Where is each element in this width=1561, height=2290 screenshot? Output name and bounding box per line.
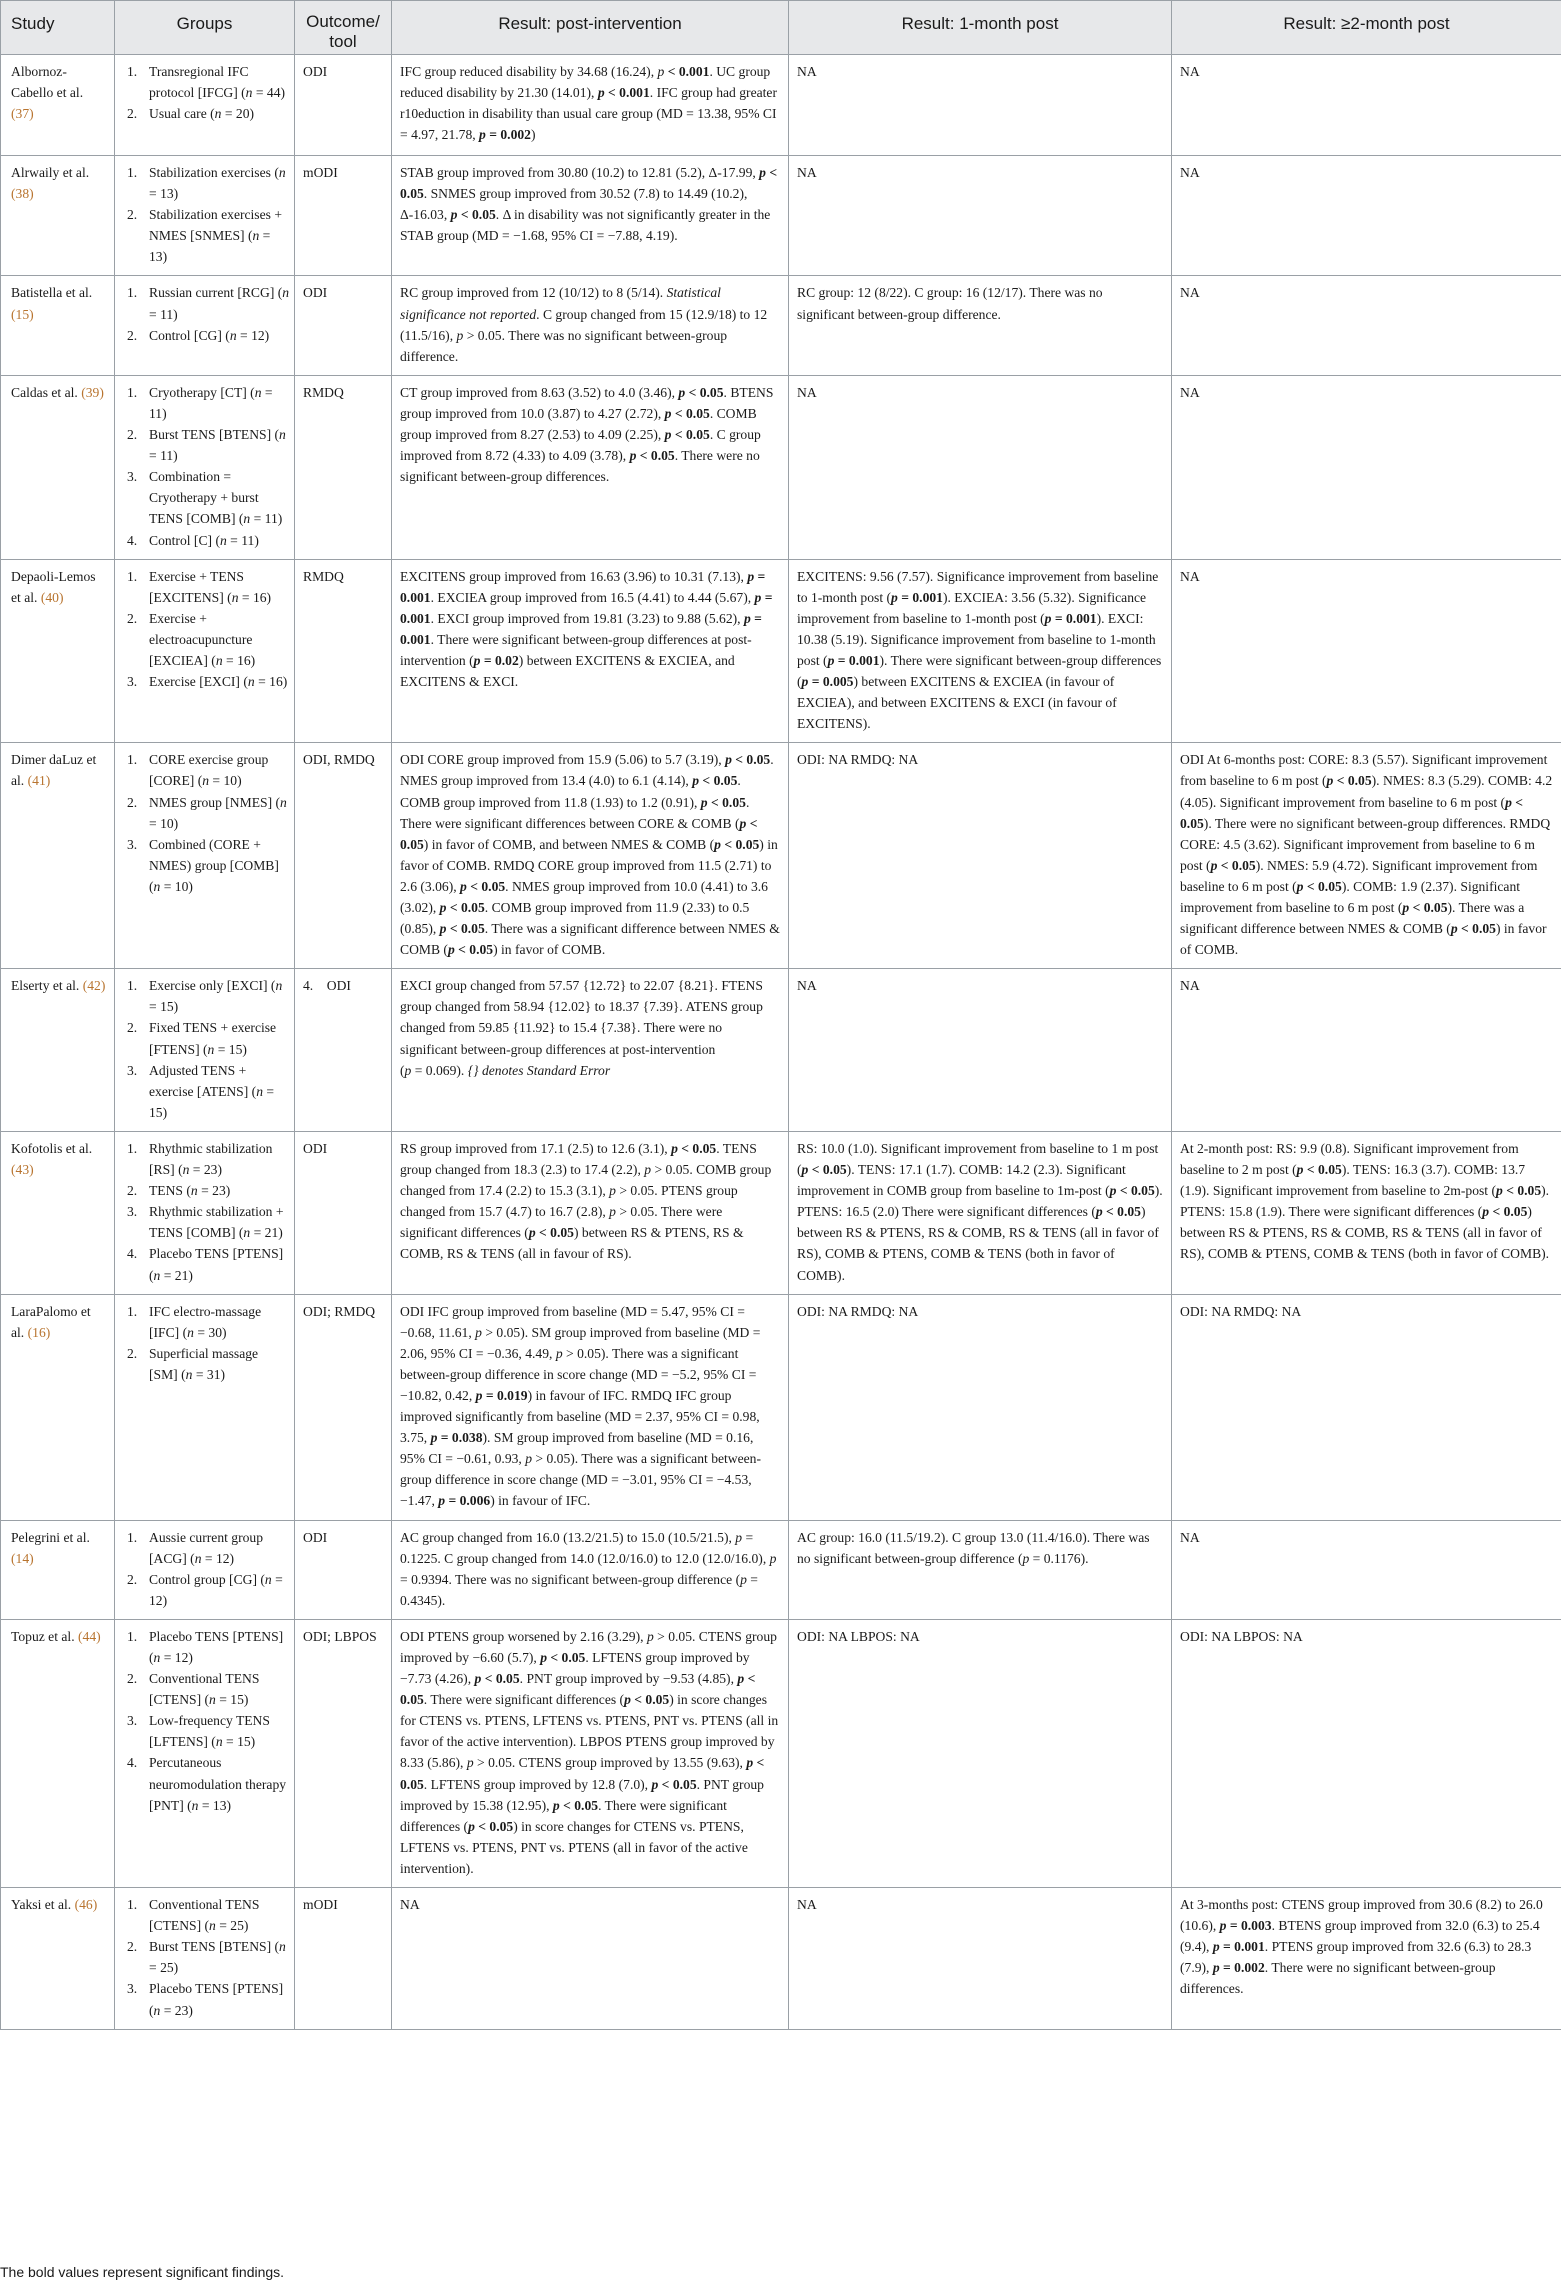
group-number: 2. bbox=[127, 327, 138, 343]
group-label: Aussie current group [ACG] (n = 12) bbox=[149, 1529, 264, 1566]
header-outcome-tool: Outcome/ tool bbox=[295, 1, 392, 55]
post-intervention-cell: ODI IFC group improved from baseline (MD = 5.47, 95% CI = −0.68, 11.61, p > 0.05). SM group improved from baseline (MD = 2.06, 95% CI = −0.36, 4.49, p > 0.05). There was a significant between-group difference in score change (MD = −5.2, 95% CI = −10.82, 0.42, p = 0.019) in favour of IFC. RMDQ IFC group improved significantly from baseline (MD = 2.37, 95% CI = 0.98, 3.75, p = 0.038). SM group improved from baseline (MD = 0.16, 95% CI = −0.61, 0.93, p > 0.05). There was a significant between-group difference in score change (MD = −3.01, 95% CI = −4.53, −1.47, p = 0.006) in favour of IFC. bbox=[392, 1294, 789, 1520]
group-label: Burst TENS [BTENS] (n = 11) bbox=[149, 427, 286, 464]
table-body bbox=[1, 55, 1561, 2030]
outcome-tool-cell: ODI bbox=[295, 276, 392, 375]
group-number: 1. bbox=[127, 1897, 138, 1913]
outcome-tool-cell: ODI bbox=[295, 55, 392, 156]
study-name: Albornoz-Cabello et al. bbox=[11, 64, 84, 101]
group-number: 4. bbox=[127, 1755, 138, 1771]
groups-list bbox=[119, 1894, 290, 2021]
groups-cell bbox=[115, 1294, 295, 1520]
group-label: Exercise + electroacupuncture [EXCIEA] (n = 16) bbox=[149, 610, 256, 668]
group-item bbox=[119, 204, 290, 267]
group-item bbox=[119, 1060, 290, 1123]
group-item bbox=[119, 1710, 290, 1752]
post-intervention-cell: RC group improved from 12 (10/12) to 8 (5/14). Statistical significance not reported. C group changed from 15 (12.9/18) to 12 (11.5/16), p > 0.05. There was no significant between-group difference. bbox=[392, 276, 789, 375]
study-cell bbox=[1, 969, 115, 1132]
group-label: Conventional TENS [CTENS] (n = 15) bbox=[149, 1671, 260, 1708]
group-item bbox=[119, 1180, 290, 1201]
group-label: NMES group [NMES] (n = 10) bbox=[149, 794, 287, 831]
group-number: 3. bbox=[127, 1204, 138, 1220]
reference-link[interactable]: (39) bbox=[81, 384, 104, 400]
group-item bbox=[119, 1201, 290, 1243]
outcome-tool-cell: 4. ODI bbox=[295, 969, 392, 1132]
table-row bbox=[1, 969, 1561, 1132]
group-number: 2. bbox=[127, 207, 138, 223]
group-label: Control group [CG] (n = 12) bbox=[149, 1571, 283, 1608]
group-label: Placebo TENS [PTENS] (n = 12) bbox=[149, 1628, 284, 1665]
group-number: 1. bbox=[127, 1628, 138, 1644]
table-row bbox=[1, 276, 1561, 375]
one-month-post-cell: NA bbox=[789, 55, 1172, 156]
study-cell bbox=[1, 1520, 115, 1619]
group-label: Cryotherapy [CT] (n = 11) bbox=[149, 384, 273, 421]
group-label: Exercise + TENS [EXCITENS] (n = 16) bbox=[149, 568, 272, 605]
reference-link[interactable]: (41) bbox=[27, 773, 51, 789]
groups-list bbox=[119, 1626, 290, 1816]
header-1-month-post: Result: 1-month post bbox=[789, 1, 1172, 55]
two-month-post-cell: NA bbox=[1172, 375, 1561, 559]
header-row bbox=[1, 1, 1561, 55]
group-item bbox=[119, 566, 290, 608]
group-item bbox=[119, 1626, 290, 1668]
group-item bbox=[119, 382, 290, 424]
outcome-tool-cell: mODI bbox=[295, 156, 392, 276]
two-month-post-cell: NA bbox=[1172, 559, 1561, 743]
group-label: Fixed TENS + exercise [FTENS] (n = 15) bbox=[149, 1020, 277, 1057]
group-number: 2. bbox=[127, 1345, 138, 1361]
group-item bbox=[119, 1569, 290, 1611]
group-number: 3. bbox=[127, 836, 138, 852]
group-item bbox=[119, 61, 290, 103]
table-footnote: The bold values represent significant findings. bbox=[0, 2264, 285, 2280]
groups-list bbox=[119, 975, 290, 1123]
study-cell bbox=[1, 375, 115, 559]
group-item bbox=[119, 1243, 290, 1285]
one-month-post-cell: NA bbox=[789, 375, 1172, 559]
groups-cell bbox=[115, 1888, 295, 2030]
group-label: Rhythmic stabilization [RS] (n = 23) bbox=[149, 1140, 273, 1178]
one-month-post-cell: AC group: 16.0 (11.5/19.2). C group 13.0 (11.4/16.0). There was no significant between-group difference (p = 0.1176). bbox=[789, 1520, 1172, 1619]
groups-list bbox=[119, 1138, 290, 1286]
groups-cell bbox=[115, 375, 295, 559]
reference-link[interactable]: (40) bbox=[40, 589, 64, 605]
two-month-post-cell: NA bbox=[1172, 156, 1561, 276]
groups-cell bbox=[115, 156, 295, 276]
group-item bbox=[119, 466, 290, 529]
study-name: Elserty et al. bbox=[11, 978, 80, 994]
group-label: Exercise only [EXCI] (n = 15) bbox=[149, 978, 283, 1015]
group-label: Superficial massage [SM] (n = 31) bbox=[149, 1345, 259, 1382]
reference-link[interactable]: (43) bbox=[11, 1162, 34, 1178]
reference-link[interactable]: (15) bbox=[11, 306, 34, 322]
group-item bbox=[119, 671, 290, 692]
two-month-post-cell: ODI At 6-months post: CORE: 8.3 (5.57). Significant improvement from baseline to 6 m post (p < 0.05). NMES: 8.3 (5.29). COMB: 4.2 (4.05). Significant improvement from baseline to 6 m post (p < 0.05). There were no significant between-group differences. RMDQ CORE: 4.5 (3.62). Significant improvement from baseline to 6 m post (p < 0.05). NMES: 5.9 (4.72). Significant improvement from baseline to 6 m post (p < 0.05). COMB: 1.9 (2.37). Significant improvement from baseline to 6 m post (p < 0.05). There was a significant difference between NMES & COMB (p < 0.05) in favor of COMB. bbox=[1172, 743, 1561, 969]
table-row bbox=[1, 1520, 1561, 1619]
group-label: Placebo TENS [PTENS] (n = 23) bbox=[149, 1981, 284, 2018]
two-month-post-cell: At 2-month post: RS: 9.9 (0.8). Significant improvement from baseline to 2 m post (p < 0.05). TENS: 16.3 (3.7). COMB: 13.7 (1.9). Significant improvement from baseline to 2m-post (p < 0.05). PTENS: 15.8 (1.9). There were significant differences (p < 0.05) between RS & PTENS, RS & COMB, RS & TENS (all in favor of RS), COMB & PTENS, COMB & TENS (both in favor of COMB). bbox=[1172, 1131, 1561, 1294]
outcome-tool-cell: RMDQ bbox=[295, 375, 392, 559]
post-intervention-cell: STAB group improved from 30.80 (10.2) to 12.81 (5.2), Δ-17.99, p < 0.05. SNMES group improved from 30.52 (7.8) to 14.49 (10.2), Δ-16.03, p < 0.05. Δ in disability was not significantly greater in the STAB group (MD = −1.68, 95% CI = −7.88, 4.19). bbox=[392, 156, 789, 276]
reference-link[interactable]: (37) bbox=[11, 106, 34, 122]
header-2-month-post: Result: ≥2-month post bbox=[1172, 1, 1561, 55]
one-month-post-cell: NA bbox=[789, 156, 1172, 276]
reference-link[interactable]: (14) bbox=[11, 1550, 34, 1566]
groups-cell bbox=[115, 743, 295, 969]
study-name: Alrwaily et al. bbox=[11, 165, 90, 180]
group-item bbox=[119, 1301, 290, 1343]
two-month-post-cell: NA bbox=[1172, 969, 1561, 1132]
reference-link[interactable]: (16) bbox=[27, 1324, 51, 1340]
group-label: Adjusted TENS + exercise [ATENS] (n = 15) bbox=[149, 1062, 275, 1120]
group-number: 2. bbox=[127, 427, 138, 443]
two-month-post-cell: NA bbox=[1172, 1520, 1561, 1619]
group-item bbox=[119, 103, 290, 124]
study-name: Depaoli-Lemos et al. bbox=[11, 568, 96, 605]
group-number: 1. bbox=[127, 568, 138, 584]
table-row bbox=[1, 743, 1561, 969]
study-name: Yaksi et al. bbox=[11, 1897, 72, 1913]
group-number: 2. bbox=[127, 1939, 138, 1955]
study-cell bbox=[1, 559, 115, 743]
outcome-tool-cell: ODI bbox=[295, 1131, 392, 1294]
groups-list bbox=[119, 566, 290, 693]
group-item bbox=[119, 424, 290, 466]
post-intervention-cell: RS group improved from 17.1 (2.5) to 12.6 (3.1), p < 0.05. TENS group changed from 18.3 (2.3) to 17.4 (2.2), p > 0.05. COMB group changed from 17.4 (2.2) to 15.3 (3.1), p > 0.05. PTENS group changed from 15.7 (4.7) to 16.7 (2.8), p > 0.05. There were significant differences (p < 0.05) between RS & PTENS, RS & COMB, RS & TENS (all in favour of RS). bbox=[392, 1131, 789, 1294]
header-post-intervention: Result: post-intervention bbox=[392, 1, 789, 55]
groups-cell bbox=[115, 276, 295, 375]
group-label: Russian current [RCG] (n = 11) bbox=[149, 285, 290, 322]
group-number: 1. bbox=[127, 1303, 138, 1319]
group-label: Rhythmic stabilization + TENS [COMB] (n = 21) bbox=[149, 1204, 284, 1241]
table-row bbox=[1, 156, 1561, 276]
study-name: Batistella et al. bbox=[11, 285, 93, 301]
group-number: 1. bbox=[127, 752, 138, 768]
group-number: 2. bbox=[127, 1671, 138, 1687]
group-label: Control [C] (n = 11) bbox=[149, 532, 259, 548]
two-month-post-cell: NA bbox=[1172, 55, 1561, 156]
study-cell bbox=[1, 55, 115, 156]
group-number: 1. bbox=[127, 1140, 138, 1156]
group-label: Combination = Cryotherapy + burst TENS [COMB] (n = 11) bbox=[149, 469, 283, 527]
group-number: 3. bbox=[127, 674, 138, 690]
outcome-tool-cell: ODI, RMDQ bbox=[295, 743, 392, 969]
study-name: Kofotolis et al. bbox=[11, 1140, 93, 1156]
groups-list bbox=[119, 61, 290, 124]
group-number: 1. bbox=[127, 978, 138, 994]
group-item bbox=[119, 1752, 290, 1815]
outcome-tool-cell: ODI; LBPOS bbox=[295, 1619, 392, 1887]
groups-list bbox=[119, 382, 290, 551]
group-label: Placebo TENS [PTENS] (n = 21) bbox=[149, 1246, 284, 1283]
one-month-post-cell: EXCITENS: 9.56 (7.57). Significance improvement from baseline to 1-month post (p = 0.001). EXCIEA: 3.56 (5.32). Significance improvement from baseline to 1-month post (p = 0.001). EXCI: 10.38 (5.19). Significance improvement from baseline to 1-month post (p = 0.001). There were significant between-group differences (p = 0.005) between EXCITENS & EXCIEA (in favour of EXCIEA), and between EXCITENS & EXCI (in favour of EXCITENS). bbox=[789, 559, 1172, 743]
table-row bbox=[1, 1294, 1561, 1520]
group-number: 2. bbox=[127, 1020, 138, 1036]
group-label: TENS (n = 23) bbox=[149, 1183, 231, 1199]
group-item bbox=[119, 792, 290, 834]
group-item bbox=[119, 1978, 290, 2020]
group-number: 1. bbox=[127, 384, 138, 400]
group-item bbox=[119, 530, 290, 551]
outcome-tool-cell: RMDQ bbox=[295, 559, 392, 743]
group-label: Stabilization exercises (n = 13) bbox=[149, 165, 286, 202]
group-item bbox=[119, 608, 290, 671]
group-label: Burst TENS [BTENS] (n = 25) bbox=[149, 1939, 286, 1976]
group-label: IFC electro-massage [IFC] (n = 30) bbox=[149, 1303, 262, 1340]
table-row bbox=[1, 375, 1561, 559]
outcome-tool-cell: ODI bbox=[295, 1520, 392, 1619]
group-number: 3. bbox=[127, 1981, 138, 1997]
group-item bbox=[119, 1017, 290, 1059]
group-number: 2. bbox=[127, 610, 138, 626]
group-number: 1. bbox=[127, 285, 138, 301]
groups-list bbox=[119, 282, 290, 345]
post-intervention-cell: EXCI group changed from 57.57 {12.72} to 22.07 {8.21}. FTENS group changed from 58.94 {12.02} to 18.37 {7.39}. ATENS group changed from 59.85 {11.92} to 15.4 {7.38}. There were no significant between-group differences at post-intervention (p = 0.069). {} denotes Standard Error bbox=[392, 969, 789, 1132]
group-number: 4. bbox=[127, 1246, 138, 1262]
one-month-post-cell: RC group: 12 (8/22). C group: 16 (12/17). There was no significant between-group difference. bbox=[789, 276, 1172, 375]
outcome-tool-cell: ODI; RMDQ bbox=[295, 1294, 392, 1520]
group-item bbox=[119, 325, 290, 346]
header-study: Study bbox=[1, 1, 115, 55]
group-number: 4. bbox=[127, 532, 138, 548]
one-month-post-cell: NA bbox=[789, 969, 1172, 1132]
group-label: Stabilization exercises + NMES [SNMES] (n = 13) bbox=[149, 207, 282, 265]
group-item bbox=[119, 749, 290, 791]
two-month-post-cell: ODI: NA RMDQ: NA bbox=[1172, 1294, 1561, 1520]
study-name: Dimer daLuz et al. bbox=[11, 752, 97, 789]
group-label: Control [CG] (n = 12) bbox=[149, 327, 270, 343]
one-month-post-cell: ODI: NA RMDQ: NA bbox=[789, 743, 1172, 969]
group-item bbox=[119, 282, 290, 324]
one-month-post-cell: RS: 10.0 (1.0). Significant improvement from baseline to 1 m post (p < 0.05). TENS: 17.1 (1.7). COMB: 14.2 (2.3). Significant improvement in COMB group from baseline to 1m-post (p < 0.05). PTENS: 16.5 (2.0) There were significant differences (p < 0.05) between RS & PTENS, RS & COMB, RS & TENS (all in favor of RS), COMB & PTENS, COMB & TENS (both in favor of COMB). bbox=[789, 1131, 1172, 1294]
table-row bbox=[1, 559, 1561, 743]
post-intervention-cell: IFC group reduced disability by 34.68 (16.24), p < 0.001. UC group reduced disability by 21.30 (14.01), p < 0.001. IFC group had greater r10eduction in disability than usual care group (MD = 13.38, 95% CI = 4.97, 21.78, p = 0.002) bbox=[392, 55, 789, 156]
study-name: LaraPalomo et al. bbox=[11, 1303, 91, 1340]
outcome-tool-cell: mODI bbox=[295, 1888, 392, 2030]
group-item bbox=[119, 1668, 290, 1710]
two-month-post-cell: At 3-months post: CTENS group improved from 30.6 (8.2) to 26.0 (10.6), p = 0.003. BTENS group improved from 32.0 (6.3) to 25.4 (9.4), p = 0.001. PTENS group improved from 32.6 (6.3) to 28.3 (7.9), p = 0.002. There were no significant between-group differences. bbox=[1172, 1888, 1561, 2030]
post-intervention-cell: EXCITENS group improved from 16.63 (3.96) to 10.31 (7.13), p = 0.001. EXCIEA group improved from 16.5 (4.41) to 4.44 (5.67), p = 0.001. EXCI group improved from 19.81 (3.23) to 9.88 (5.62), p = 0.001. There were significant between-group differences at post-intervention (p = 0.02) between EXCITENS & EXCIEA, and EXCITENS & EXCI. bbox=[392, 559, 789, 743]
table-row bbox=[1, 1131, 1561, 1294]
group-number: 1. bbox=[127, 165, 138, 180]
group-label: Exercise [EXCI] (n = 16) bbox=[149, 674, 288, 690]
groups-list bbox=[119, 1301, 290, 1385]
table-row bbox=[1, 1888, 1561, 2030]
groups-cell bbox=[115, 559, 295, 743]
group-label: Usual care (n = 20) bbox=[149, 106, 255, 122]
reference-link[interactable]: (38) bbox=[11, 186, 34, 202]
group-number: 1. bbox=[127, 64, 138, 79]
group-number: 2. bbox=[127, 106, 138, 122]
header-groups: Groups bbox=[115, 1, 295, 55]
group-item bbox=[119, 1894, 290, 1936]
group-item bbox=[119, 1138, 290, 1180]
group-number: 2. bbox=[127, 794, 138, 810]
study-cell bbox=[1, 743, 115, 969]
reference-link[interactable]: (42) bbox=[82, 978, 106, 994]
post-intervention-cell: ODI CORE group improved from 15.9 (5.06) to 5.7 (3.19), p < 0.05. NMES group improved from 13.4 (4.0) to 6.1 (4.14), p < 0.05. COMB group improved from 11.8 (1.93) to 1.2 (0.91), p < 0.05. There were significant differences between CORE & COMB (p < 0.05) in favor of COMB, and between NMES & COMB (p < 0.05) in favor of COMB. RMDQ CORE group improved from 11.5 (2.71) to 2.6 (3.06), p < 0.05. NMES group improved from 10.0 (4.41) to 3.6 (3.02), p < 0.05. COMB group improved from 11.9 (2.33) to 0.5 (0.85), p < 0.05. There was a significant difference between NMES & COMB (p < 0.05) in favor of COMB. bbox=[392, 743, 789, 969]
group-item bbox=[119, 1936, 290, 1978]
study-cell bbox=[1, 1131, 115, 1294]
group-item bbox=[119, 1343, 290, 1385]
reference-link[interactable]: (46) bbox=[74, 1897, 98, 1913]
groups-list bbox=[119, 749, 290, 897]
reference-link[interactable]: (44) bbox=[78, 1628, 101, 1644]
study-cell bbox=[1, 156, 115, 276]
group-item bbox=[119, 1527, 290, 1569]
study-cell bbox=[1, 1294, 115, 1520]
one-month-post-cell: ODI: NA LBPOS: NA bbox=[789, 1619, 1172, 1887]
groups-cell bbox=[115, 1619, 295, 1887]
group-label: Transregional IFC protocol [IFCG] (n = 44) bbox=[149, 64, 286, 101]
group-label: Percutaneous neuromodulation therapy [PNT] (n = 13) bbox=[149, 1755, 287, 1813]
group-label: CORE exercise group [CORE] (n = 10) bbox=[149, 752, 269, 789]
groups-cell bbox=[115, 1131, 295, 1294]
group-number: 2. bbox=[127, 1183, 138, 1199]
group-number: 1. bbox=[127, 1529, 138, 1545]
groups-list bbox=[119, 162, 290, 267]
group-number: 3. bbox=[127, 1062, 138, 1078]
study-cell bbox=[1, 276, 115, 375]
groups-list bbox=[119, 1527, 290, 1611]
group-label: Conventional TENS [CTENS] (n = 25) bbox=[149, 1897, 260, 1934]
study-cell bbox=[1, 1888, 115, 2030]
study-cell bbox=[1, 1619, 115, 1887]
one-month-post-cell: NA bbox=[789, 1888, 1172, 2030]
group-label: Low-frequency TENS [LFTENS] (n = 15) bbox=[149, 1713, 270, 1750]
two-month-post-cell: ODI: NA LBPOS: NA bbox=[1172, 1619, 1561, 1887]
post-intervention-cell: ODI PTENS group worsened by 2.16 (3.29), p > 0.05. CTENS group improved by −6.60 (5.7), p < 0.05. LFTENS group improved by −7.73 (4.26), p < 0.05. PNT group improved by −9.53 (4.85), p < 0.05. There were significant differences (p < 0.05) in score changes for CTENS vs. PTENS, LFTENS vs. PTENS, PNT vs. PTENS (all in favor of the active intervention). LBPOS PTENS group improved by 8.33 (5.86), p > 0.05. CTENS group improved by 13.55 (9.63), p < 0.05. LFTENS group improved by 12.8 (7.0), p < 0.05. PNT group improved by 15.38 (12.95), p < 0.05. There were significant differences (p < 0.05) in score changes for CTENS vs. PTENS, LFTENS vs. PTENS, PNT vs. PTENS (all in favor of the active intervention). bbox=[392, 1619, 789, 1887]
post-intervention-cell: AC group changed from 16.0 (13.2/21.5) to 15.0 (10.5/21.5), p = 0.1225. C group changed from 14.0 (12.0/16.0) to 12.0 (12.0/16.0), p = 0.9394. There was no significant between-group difference (p = 0.4345). bbox=[392, 1520, 789, 1619]
study-name: Pelegrini et al. bbox=[11, 1529, 90, 1545]
group-number: 3. bbox=[127, 469, 138, 485]
post-intervention-cell: NA bbox=[392, 1888, 789, 2030]
group-number: 2. bbox=[127, 1571, 138, 1587]
study-name: Caldas et al. bbox=[11, 384, 78, 400]
groups-cell bbox=[115, 969, 295, 1132]
two-month-post-cell: NA bbox=[1172, 276, 1561, 375]
study-name: Topuz et al. bbox=[11, 1628, 75, 1644]
group-item bbox=[119, 975, 290, 1017]
one-month-post-cell: ODI: NA RMDQ: NA bbox=[789, 1294, 1172, 1520]
post-intervention-cell: CT group improved from 8.63 (3.52) to 4.0 (3.46), p < 0.05. BTENS group improved from 10.0 (3.87) to 4.27 (2.72), p < 0.05. COMB group improved from 8.27 (2.53) to 4.09 (2.25), p < 0.05. C group improved from 8.72 (4.33) to 4.09 (3.78), p < 0.05. There were no significant between-group differences. bbox=[392, 375, 789, 559]
group-number: 3. bbox=[127, 1713, 138, 1729]
group-item bbox=[119, 162, 290, 204]
table-header bbox=[1, 1, 1561, 55]
groups-cell bbox=[115, 1520, 295, 1619]
group-item bbox=[119, 834, 290, 897]
table-row bbox=[1, 1619, 1561, 1887]
table-row bbox=[1, 55, 1561, 156]
group-label: Combined (CORE + NMES) group [COMB] (n = 10) bbox=[149, 836, 279, 894]
groups-cell bbox=[115, 55, 295, 156]
